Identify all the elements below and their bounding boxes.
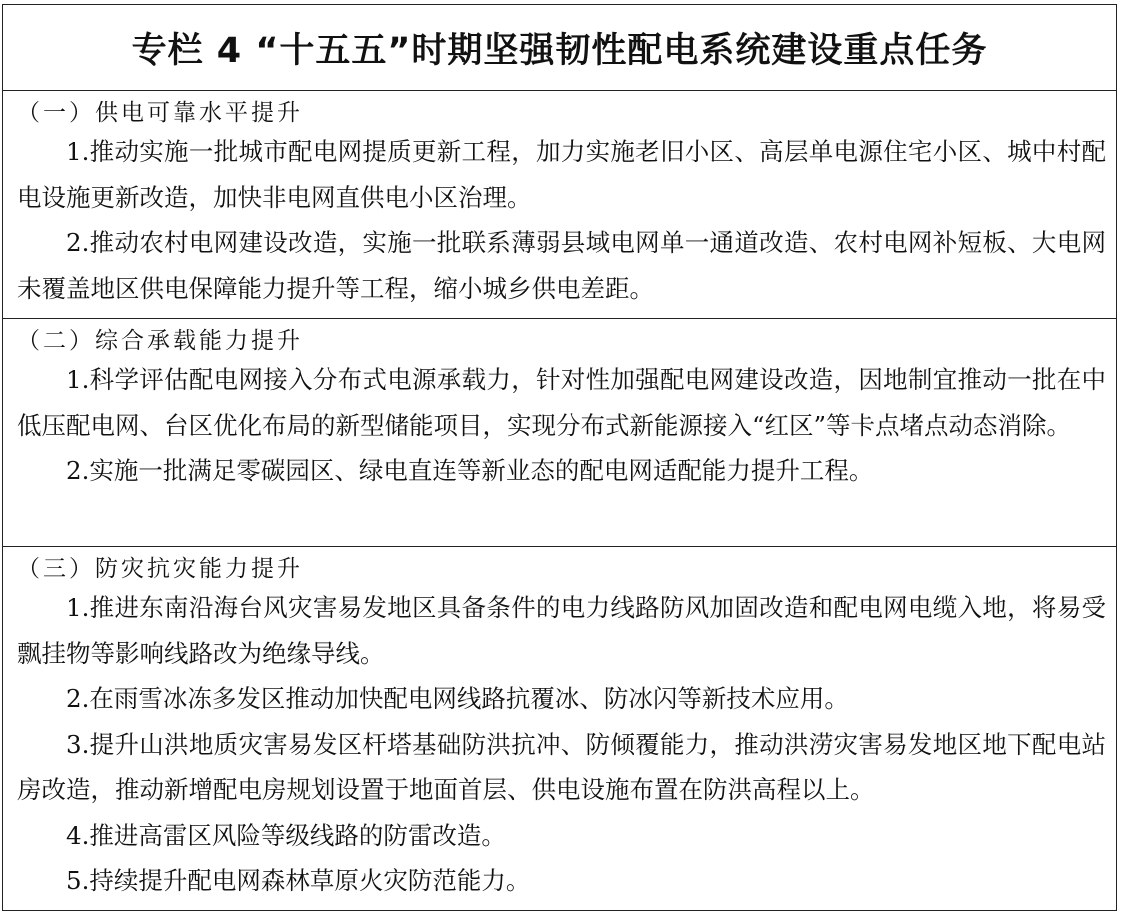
section-heading: （二）综合承载能力提升 [17,328,303,354]
task-item: 2.在雨雪冰冻多发区推动加快配电网线路抗覆冰、防冰闪等新技术应用。 [66,684,849,713]
task-item: 1.科学评估配电网接入分布式电源承载力，针对性加强配电网建设改造，因地制宜推动一批在中低压配电网、台区优化布局的新型储能项目，实现分布式新能源接入“红区”等卡点堵点动态消除。 [17,365,1106,440]
task-box [2,4,1117,911]
task-item: 1.推进东南沿海台风灾害易发地区具备条件的电力线路防风加固改造和配电网电缆入地，将易受飘挂物等影响线路改为绝缘导线。 [17,593,1106,668]
section-supply-reliability [3,91,1116,319]
section-heading: （三）防灾抗灾能力提升 [17,556,303,582]
task-item: 3.提升山洪地质灾害易发区杆塔基础防洪抗冲、防倾覆能力，推动洪涝灾害易发地区地下配电站房改造，推动新增配电房规划设置于地面首层、供电设施布置在防洪高程以上。 [17,729,1106,804]
section-disaster-resilience [3,547,1116,909]
task-item: 4.推进高雷区风险等级线路的防雷改造。 [66,820,506,850]
task-item: 5.持续提升配电网森林草原火灾防范能力。 [66,866,531,895]
task-item: 1.推动实施一批城市配电网提质更新工程，加力实施老旧小区、高层单电源住宅小区、城中村配电设施更新改造，加快非电网直供电小区治理。 [17,137,1106,212]
task-item: 2.推动农村电网建设改造，实施一批联系薄弱县域电网单一通道改造、农村电网补短板、大电网未覆盖地区供电保障能力提升等工程，缩小城乡供电差距。 [17,228,1106,303]
box-title: 专栏 4 “十五五”时期坚强韧性配电系统建设重点任务 [131,30,988,71]
task-item: 2.实施一批满足零碳园区、绿电直连等新业态的配电网适配能力提升工程。 [66,456,874,485]
section-heading: （一）供电可靠水平提升 [17,100,303,126]
section-carrying-capacity [3,319,1116,547]
title-row [3,5,1116,91]
